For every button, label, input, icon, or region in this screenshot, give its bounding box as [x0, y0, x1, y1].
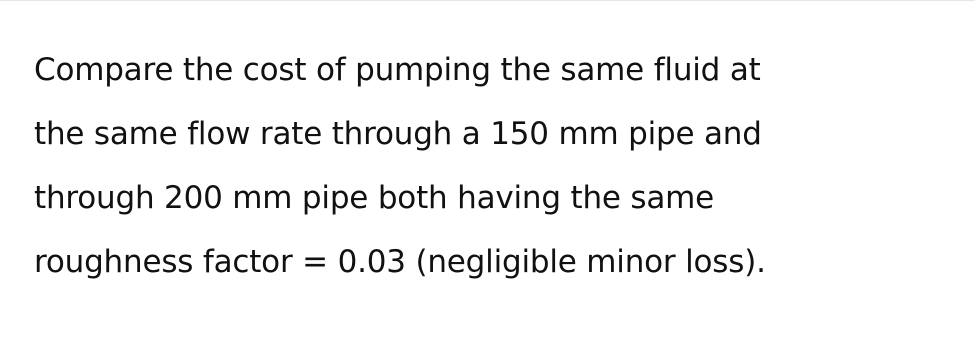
problem-statement: [34, 38, 964, 294]
problem-line-4: roughness factor = 0.03 (negligible minor loss).: [34, 244, 766, 280]
problem-line-1: Compare the cost of pumping the same fluid at: [34, 52, 761, 88]
problem-line-3: through 200 mm pipe both having the same: [34, 180, 715, 216]
problem-line-2: the same flow rate through a 150 mm pipe and: [34, 116, 762, 152]
top-divider: [0, 0, 975, 1]
